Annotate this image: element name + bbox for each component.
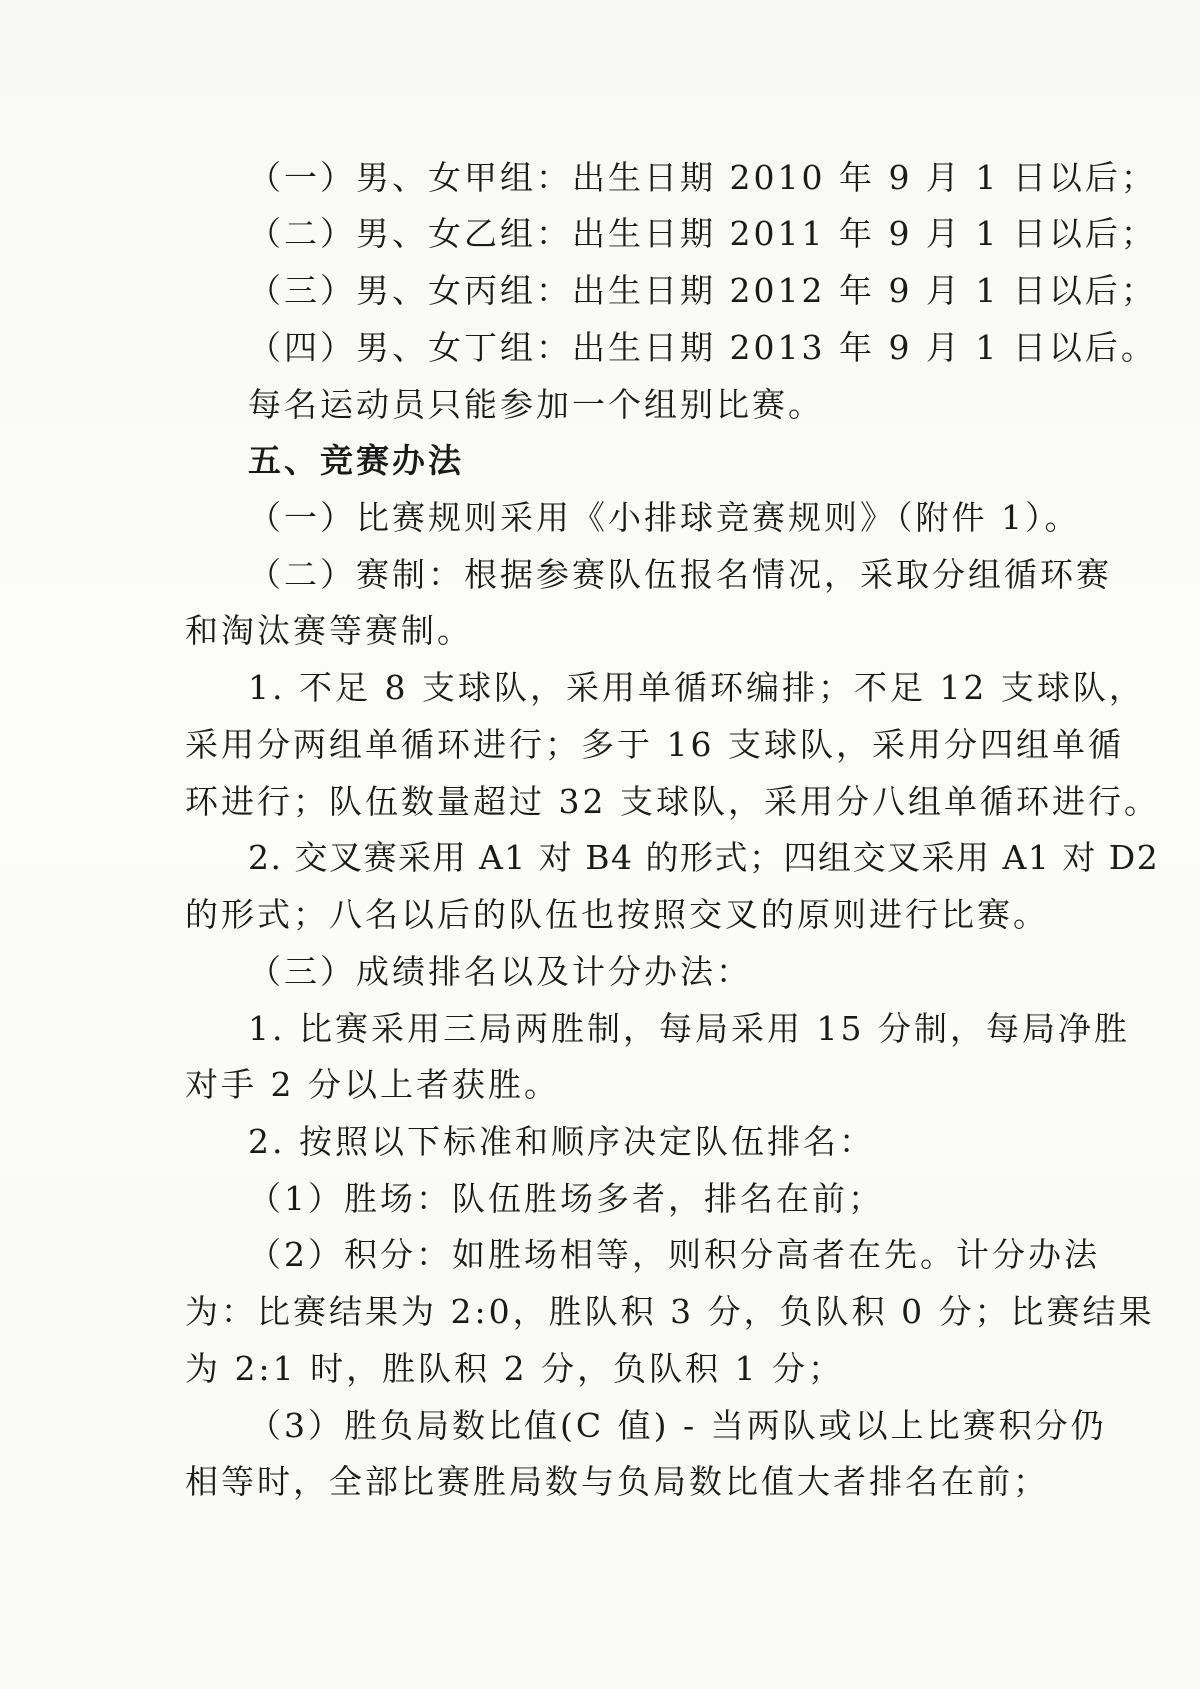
text-line: （3）胜负局数比值(C 值) - 当两队或以上比赛积分仍 xyxy=(248,1406,1107,1445)
text-line: 为：比赛结果为 2:0，胜队积 3 分，负队积 0 分；比赛结果 xyxy=(185,1292,1155,1331)
text-line: 对手 2 分以上者获胜。 xyxy=(185,1065,560,1104)
text-line: （1）胜场：队伍胜场多者，排名在前； xyxy=(248,1179,884,1218)
text-line: （一）男、女甲组：出生日期 2010 年 9 月 1 日以后； xyxy=(248,158,1157,197)
text-line: （三）成绩排名以及计分办法： xyxy=(248,952,752,991)
text-line: 采用分两组单循环进行；多于 16 支球队，采用分四组单循 xyxy=(185,725,1124,764)
text-line: 的形式；八名以后的队伍也按照交叉的原则进行比赛。 xyxy=(185,895,1049,934)
text-line: 1. 比赛采用三局两胜制，每局采用 15 分制，每局净胜 xyxy=(248,1009,1130,1048)
text-line: 相等时，全部比赛胜局数与负局数比值大者排名在前； xyxy=(185,1462,1049,1501)
text-line: （二）赛制：根据参赛队伍报名情况，采取分组循环赛 xyxy=(248,555,1112,594)
section-heading: 五、竞赛办法 xyxy=(248,441,464,480)
text-line: 环进行；队伍数量超过 32 支球队，采用分八组单循环进行。 xyxy=(185,782,1160,821)
text-line: 和淘汰赛等赛制。 xyxy=(185,611,473,650)
text-line: （二）男、女乙组：出生日期 2011 年 9 月 1 日以后； xyxy=(248,214,1157,253)
text-line: （四）男、女丁组：出生日期 2013 年 9 月 1 日以后。 xyxy=(248,328,1157,367)
text-line: 1. 不足 8 支球队，采用单循环编排；不足 12 支球队， xyxy=(248,668,1145,707)
text-line: 每名运动员只能参加一个组别比赛。 xyxy=(248,385,824,424)
text-line: 2. 交叉赛采用 A1 对 B4 的形式；四组交叉采用 A1 对 D2 xyxy=(248,838,1160,877)
text-line: （一）比赛规则采用《小排球竞赛规则》（附件 1）。 xyxy=(248,498,1081,537)
text-line: （三）男、女丙组：出生日期 2012 年 9 月 1 日以后； xyxy=(248,271,1157,310)
text-line: 为 2:1 时，胜队积 2 分，负队积 1 分； xyxy=(185,1349,845,1388)
text-line: 2. 按照以下标准和顺序决定队伍排名： xyxy=(248,1122,875,1161)
text-line: （2）积分：如胜场相等，则积分高者在先。计分办法 xyxy=(248,1235,1100,1274)
